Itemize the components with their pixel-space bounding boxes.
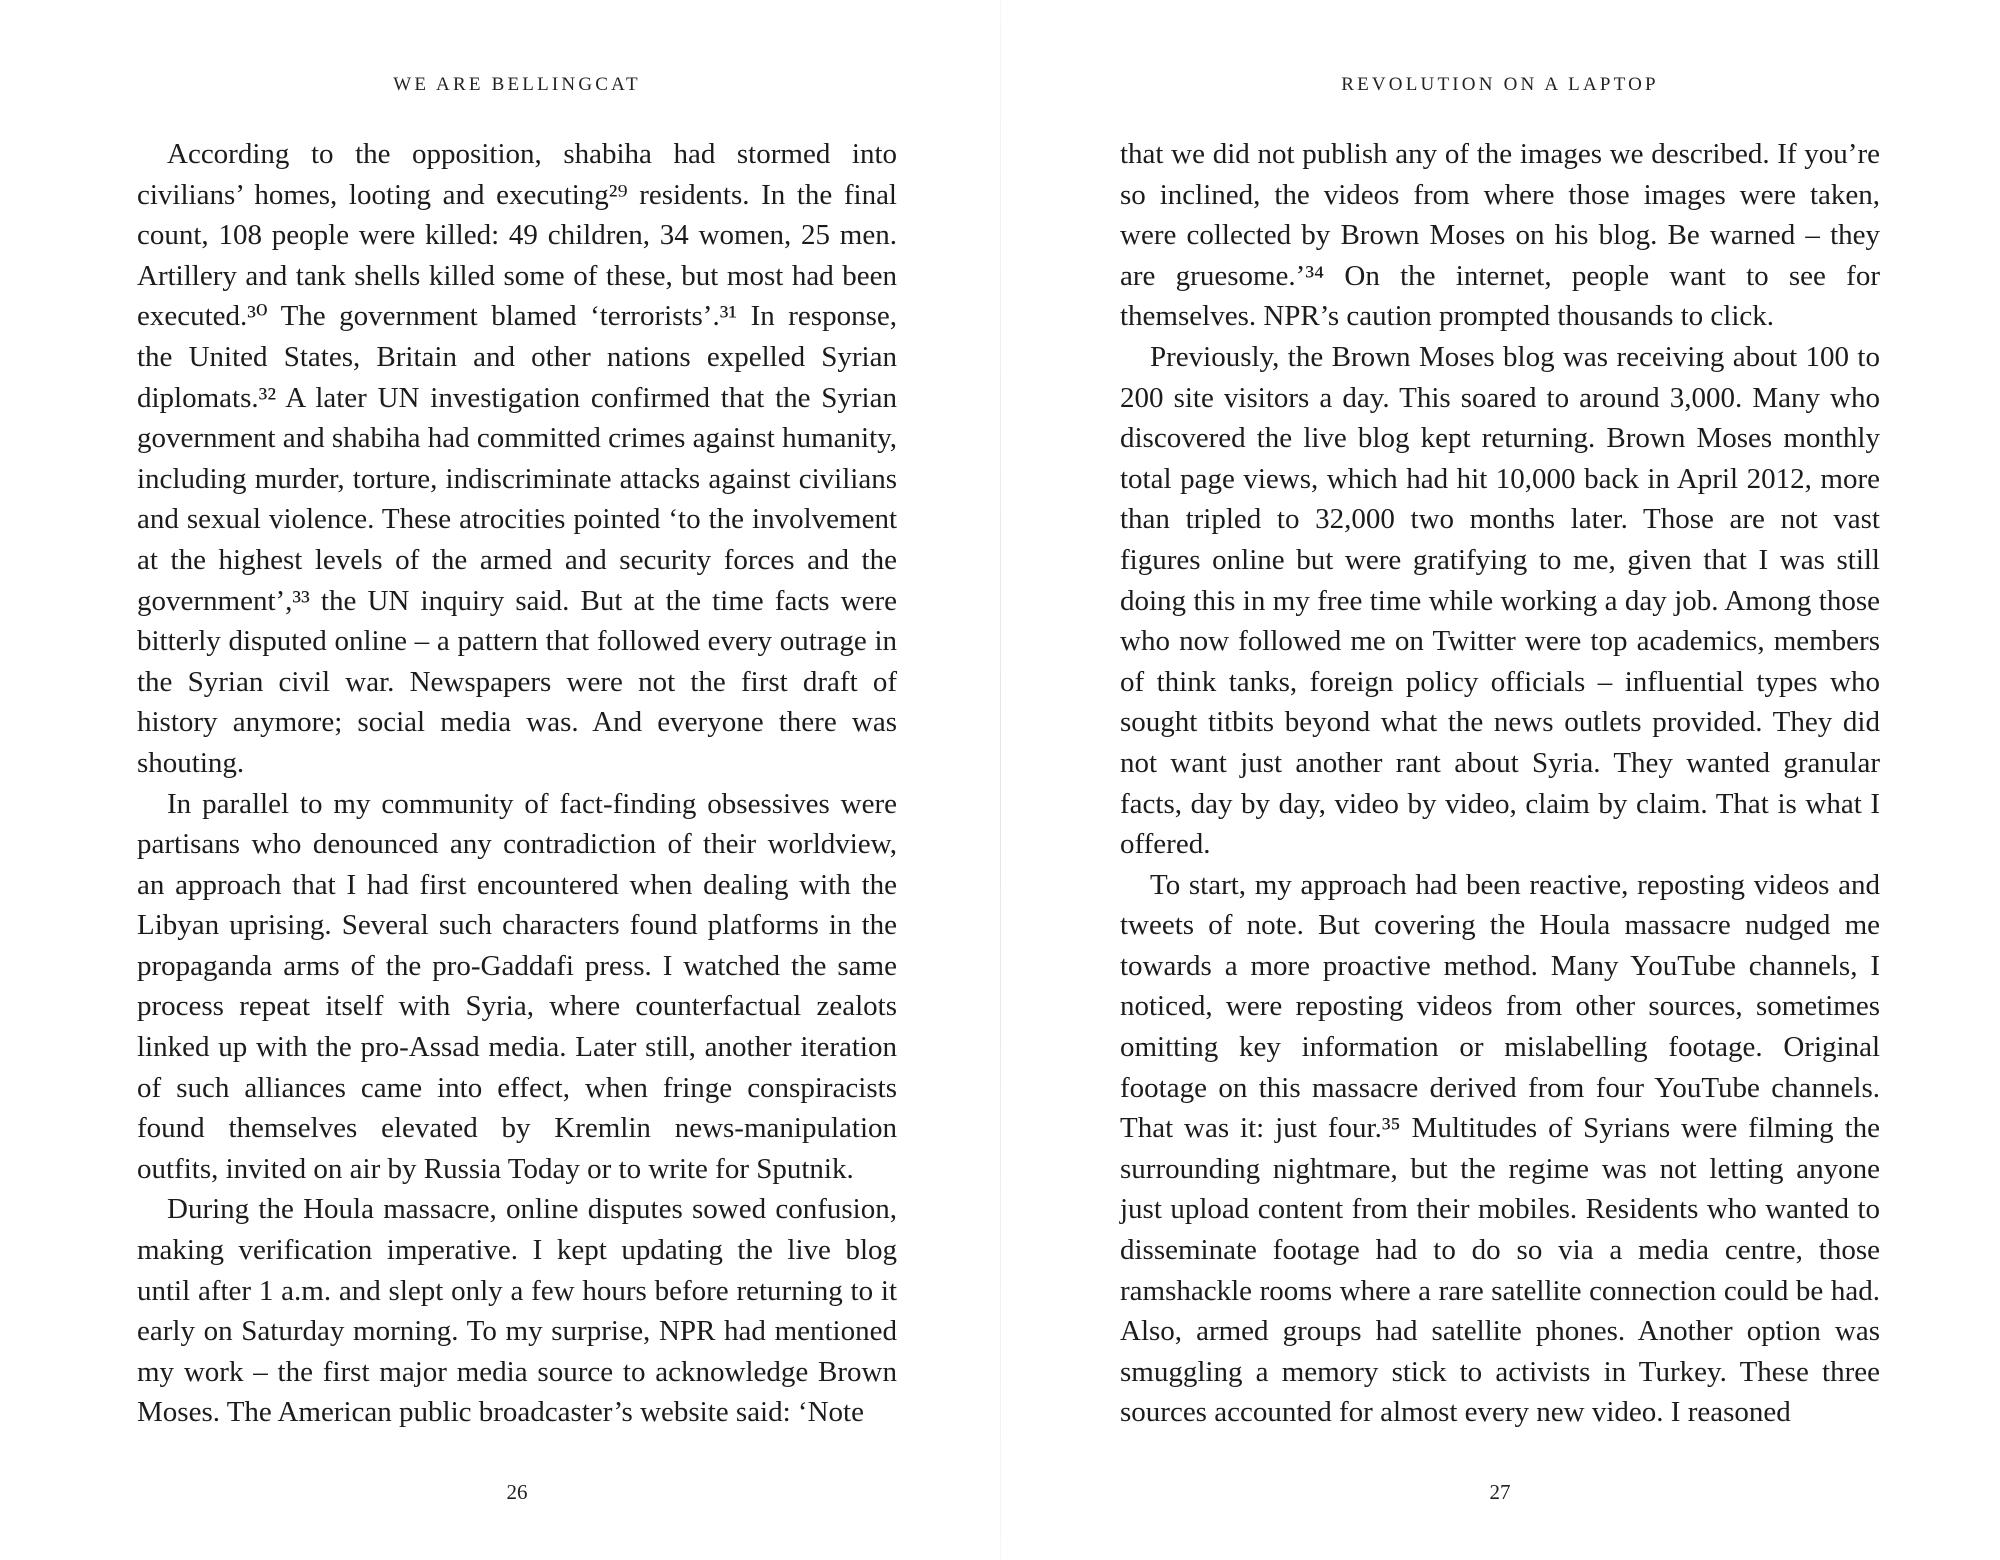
right-page (1120, 0, 1880, 1560)
left-text-block (137, 134, 897, 1433)
right-running-head: REVOLUTION ON A LAPTOP (1341, 74, 1659, 95)
right-page-number: 27 (1489, 1480, 1511, 1504)
right-text-block (1120, 134, 1880, 1433)
right-paragraph-2: Previously, the Brown Moses blog was receiving about 100 to 200 site visitors a day. This soared to around 3,000. Many who discovered the live blog kept returning. Brown Moses monthly total page views, which had hit 10,000 back in April 2012, more than tripled to 32,000 two months later. Those are not vast figures online but were gratifying to me, given that I was still doing this in my free time while working a day job. Among those who now followed me on Twitter were top academics, members of think tanks, foreign policy officials – influential types who sought titbits beyond what the news outlets provided. They did not want just another rant about Syria. They wanted granular facts, day by day, video by video, claim by claim. That is what I offered. (1120, 340, 1880, 861)
left-paragraph-3: During the Houla massacre, online disputes sowed confusion, making verification imperative. I kept updating the live blog until after 1 a.m. and slept only a few hours before returning to it early on Saturday morning. To my surprise, NPR had mentioned my work – the first major media source to acknowledge Brown Moses. The American public broadcaster’s website said: ‘Note (137, 1193, 897, 1429)
left-page-number: 26 (506, 1480, 528, 1504)
right-paragraph-1: that we did not publish any of the images we described. If you’re so inclined, the videos from where those images were taken, were collected by Brown Moses on his blog. Be warned – they are gruesome.’³⁴ On the internet, people want to see for themselves. NPR’s caution prompted thousands to click. (1120, 138, 1880, 333)
left-page (137, 0, 897, 1560)
right-paragraph-3: To start, my approach had been reactive, reposting videos and tweets of note. But covering the Houla massacre nudged me towards a more proactive method. Many YouTube channels, I noticed, were reposting videos from other sources, sometimes omitting key information or mislabelling footage. Original footage on this massacre derived from four YouTube channels. That was it: just four.³⁵ Multitudes of Syrians were filming the surrounding nightmare, but the regime was not letting anyone just upload content from their mobiles. Residents who wanted to disseminate footage had to do so via a media centre, those ramshackle rooms where a rare satellite connection could be had. Also, armed groups had satellite phones. Another option was smuggling a memory stick to activists in Turkey. These three sources accounted for almost every new video. I reasoned (1120, 868, 1880, 1429)
left-paragraph-2: In parallel to my community of fact-finding obsessives were partisans who denounced any contradiction of their worldview, an approach that I had first encountered when dealing with the Libyan uprising. Several such characters found platforms in the propaganda arms of the pro-Gaddafi press. I watched the same process repeat itself with Syria, where counterfactual zealots linked up with the pro-Assad media. Later still, another iteration of such alliances came into effect, when fringe conspiracists found themselves elevated by Kremlin news-manipulation outfits, invited on air by Russia Today or to write for Sputnik. (137, 787, 897, 1185)
left-running-head: WE ARE BELLINGCAT (393, 74, 641, 95)
left-paragraph-1: According to the opposition, shabiha had stormed into civilians’ homes, looting and executing²⁹ residents. In the final count, 108 people were killed: 49 children, 34 women, 25 men. Artillery and tank shells killed some of these, but most had been executed.³⁰ The government blamed ‘terrorists’.³¹ In response, the United States, Britain and other nations expelled Syrian diplomats.³² A later UN investigation confirmed that the Syrian government and shabiha had committed crimes against humanity, including murder, torture, indiscriminate attacks against civilians and sexual violence. These atrocities pointed ‘to the involvement at the highest levels of the armed and security forces and the government’,³³ the UN inquiry said. But at the time facts were bitterly disputed online – a pattern that followed every outrage in the Syrian civil war. Newspapers were not the first draft of history anymore; social media was. And everyone there was shouting. (137, 138, 897, 779)
book-gutter (1000, 0, 1001, 1560)
